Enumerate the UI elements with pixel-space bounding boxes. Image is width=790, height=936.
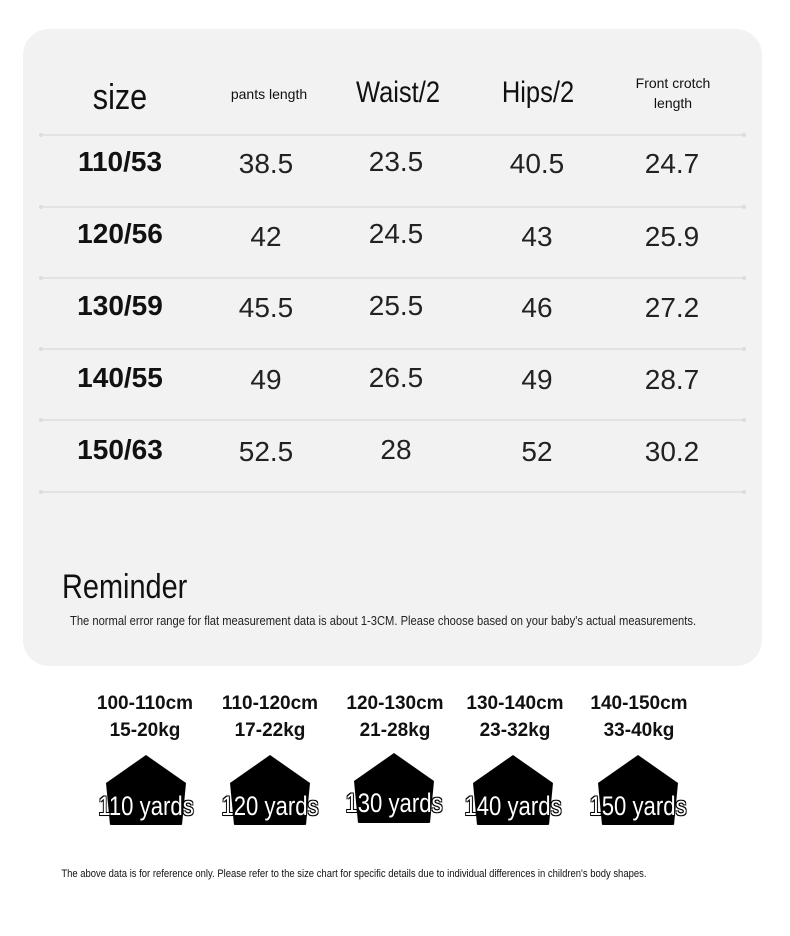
reminder-title: Reminder [62, 568, 188, 606]
cell-front-crotch: 30.2 [644, 436, 700, 467]
cell-hips: 52 [521, 436, 553, 467]
header-size: size [92, 76, 148, 117]
size-figure [463, 755, 563, 827]
size-guide-range [80, 690, 210, 744]
row-divider [41, 419, 744, 421]
row-divider [41, 206, 744, 208]
weight-range: 21-28kg [359, 720, 431, 741]
cell-hips: 43 [521, 221, 553, 252]
cell-hips: 40.5 [509, 148, 565, 179]
cell-hips: 49 [521, 364, 553, 395]
cell-pants-length: 52.5 [238, 436, 294, 467]
row-size-label: 140/55 [77, 362, 163, 393]
weight-range: 15-20kg [109, 720, 181, 741]
footer-note: The above data is for reference only. Please refer to the size chart for specific details due to individual differences in children's body shapes. [61, 868, 647, 880]
row-divider [41, 277, 744, 279]
cell-waist: 26.5 [368, 362, 424, 393]
header-pants-length: pants length [230, 86, 308, 102]
height-range: 110-120cm [221, 693, 319, 714]
cell-pants-length: 42 [250, 221, 282, 252]
row-size-label: 110/53 [77, 146, 163, 177]
size-yards-label: 140 yards [464, 791, 562, 821]
header-hips: Hips/2 [501, 76, 575, 109]
row-divider [41, 134, 744, 136]
size-guide-range [205, 690, 335, 744]
weight-range: 17-22kg [234, 720, 306, 741]
size-guide-range [330, 690, 460, 744]
size-figure [220, 755, 320, 827]
row-size-label: 120/56 [77, 218, 163, 249]
weight-range: 33-40kg [603, 720, 675, 741]
cell-front-crotch: 24.7 [644, 148, 700, 179]
height-range: 130-140cm [466, 693, 564, 714]
cell-pants-length: 49 [250, 364, 282, 395]
cell-front-crotch: 28.7 [644, 364, 700, 395]
reminder-text: The normal error range for flat measurement data is about 1-3CM. Please choose based on your baby's actual measurements. [70, 613, 697, 628]
row-divider [41, 491, 744, 493]
weight-range: 23-32kg [479, 720, 551, 741]
row-size-label: 130/59 [77, 290, 163, 321]
size-guide-range [574, 690, 704, 744]
header-front-crotch: Front crotch length [635, 75, 711, 111]
height-range: 100-110cm [96, 693, 194, 714]
size-guide-range [450, 690, 580, 744]
height-range: 140-150cm [590, 693, 688, 714]
size-figure [344, 755, 444, 827]
cell-front-crotch: 27.2 [644, 292, 700, 323]
size-yards-label: 120 yards [221, 791, 319, 821]
cell-waist: 23.5 [368, 146, 424, 177]
cell-front-crotch: 25.9 [644, 221, 700, 252]
cell-waist: 25.5 [368, 290, 424, 321]
height-range: 120-130cm [346, 693, 444, 714]
cell-waist: 28 [380, 434, 412, 465]
cell-hips: 46 [521, 292, 553, 323]
size-yards-label: 130 yards [345, 788, 443, 818]
cell-waist: 24.5 [368, 218, 424, 249]
size-figure [96, 755, 196, 827]
size-figure [588, 755, 688, 827]
row-size-label: 150/63 [77, 434, 163, 465]
header-waist: Waist/2 [355, 76, 441, 109]
row-divider [41, 348, 744, 350]
cell-pants-length: 38.5 [238, 148, 294, 179]
cell-pants-length: 45.5 [238, 292, 294, 323]
size-yards-label: 150 yards [589, 791, 687, 821]
size-yards-label: 110 yards [98, 791, 194, 821]
